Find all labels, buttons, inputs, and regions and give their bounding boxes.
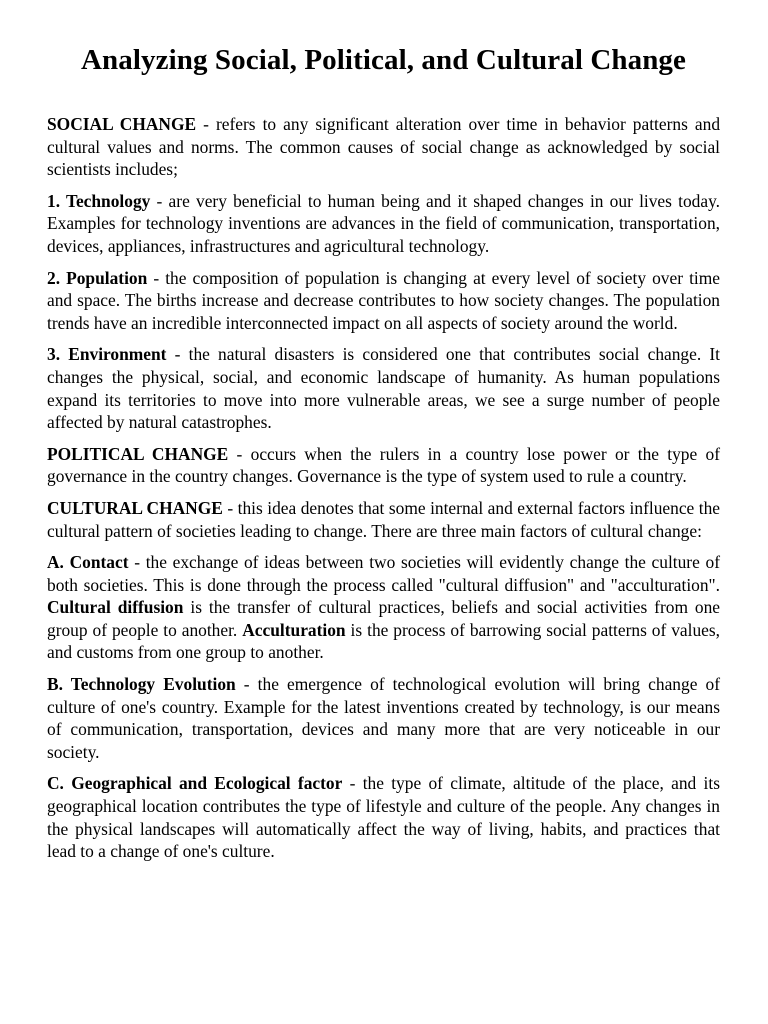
- term-technology-evolution: B. Technology Evolution: [47, 674, 236, 695]
- paragraph-cultural-change: [47, 497, 720, 542]
- document-page: [47, 40, 720, 872]
- text-technology-evolution: - the emergence of technological evolution will bring change of culture of one's country. Example for the latest inventions created by technology, is our means of communication, transportation, devices and many more that are very noticeable in our society.: [47, 674, 720, 762]
- text-contact-3: is the process of barrowing social patterns of values, and customs from one group to another.: [47, 619, 720, 663]
- term-acculturation: Acculturation: [242, 619, 346, 640]
- text-cultural-change: - this idea denotes that some internal and external factors influence the cultural pattern of societies leading to change. There are three main factors of cultural change:: [47, 497, 720, 541]
- paragraph-environment: [47, 343, 720, 433]
- term-environment: 3. Environment: [47, 344, 167, 365]
- term-social-change: SOCIAL CHANGE: [47, 114, 197, 134]
- paragraph-technology-evolution: [47, 673, 720, 763]
- term-cultural-change: CULTURAL CHANGE: [47, 497, 223, 518]
- text-political-change: - occurs when the rulers in a country lose power or the type of governance in the country changes. Governance is the type of system used to rule a country.: [47, 443, 720, 487]
- text-environment: - the natural disasters is considered one that contributes social change. It changes the physical, social, and economic landscape of humanity. As human populations expand its territories to move into more vulnerable areas, we see a surge number of people affected by natural catastrophes.: [47, 344, 720, 433]
- paragraph-social-change: [47, 113, 720, 181]
- text-population: - the composition of population is changing at every level of society over time and space. The births increase and decrease contributes to how society changes. The population trends have an incredible interconnected impact on all aspects of society around the world.: [47, 267, 720, 333]
- text-geographical-factor: - the type of climate, altitude of the place, and its geographical location contributes the type of lifestyle and culture of the people. Any changes in the physical landscapes will automatically affect the way of living, habits, and practices that lead to a change of one's culture.: [47, 773, 720, 862]
- text-social-change: - refers to any significant alteration over time in behavior patterns and cultural values and norms. The common causes of social change as acknowledged by social scientists includes;: [47, 114, 721, 180]
- term-geographical-factor: C. Geographical and Ecological factor: [47, 773, 343, 794]
- paragraph-contact: [47, 551, 720, 664]
- paragraph-geographical-factor: [47, 772, 720, 862]
- document-title: Analyzing Social, Political, and Cultural Change: [81, 44, 686, 76]
- paragraph-technology: [47, 190, 720, 258]
- term-cultural-diffusion: Cultural diffusion: [47, 597, 184, 618]
- text-contact-2: is the transfer of cultural practices, beliefs and social activities from one group of people to another.: [47, 597, 721, 640]
- paragraph-political-change: [47, 443, 720, 488]
- term-political-change: POLITICAL CHANGE: [47, 443, 229, 464]
- term-contact: A. Contact: [47, 552, 129, 573]
- text-contact-1: - the exchange of ideas between two societies will evidently change the culture of both societies. This is done through the process called "cultural diffusion" and "acculturation".: [47, 552, 720, 595]
- term-population: 2. Population: [47, 267, 148, 288]
- paragraph-population: [47, 267, 720, 335]
- text-technology: - are very beneficial to human being and it shaped changes in our lives today. Examples for technology inventions are advances in the field of communication, transportation, devices, appliances, infrastructures and agricultural technology.: [47, 190, 720, 256]
- term-technology: 1. Technology: [47, 190, 151, 211]
